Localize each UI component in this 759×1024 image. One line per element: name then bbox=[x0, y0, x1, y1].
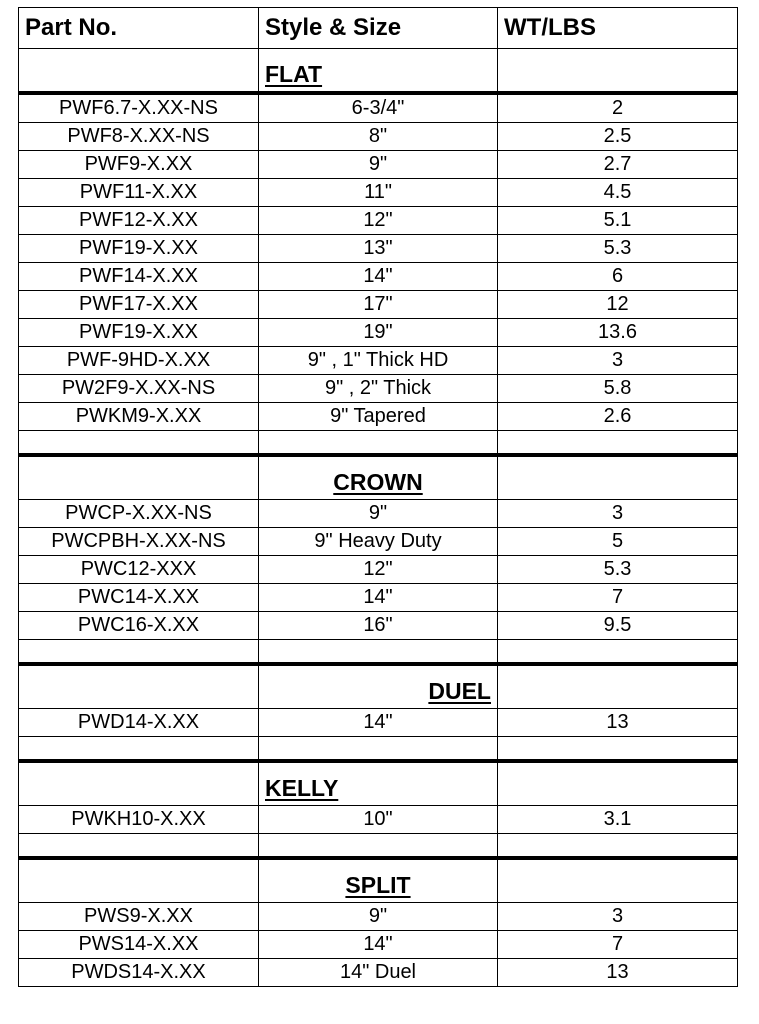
part-number-cell: PWC12-XXX bbox=[19, 556, 259, 584]
weight-cell: 5.8 bbox=[498, 375, 738, 403]
style-size-cell: 9" bbox=[259, 903, 498, 931]
style-size-cell: 9" , 2" Thick bbox=[259, 375, 498, 403]
weight-cell: 12 bbox=[498, 291, 738, 319]
parts-sheet bbox=[18, 7, 737, 987]
weight-cell: 9.5 bbox=[498, 612, 738, 640]
header-weight: WT/LBS bbox=[498, 8, 738, 49]
section-duel-row bbox=[19, 664, 738, 709]
table-row bbox=[19, 179, 738, 207]
blank-row bbox=[19, 431, 738, 456]
blank-cell bbox=[259, 431, 498, 456]
weight-cell: 3 bbox=[498, 347, 738, 375]
style-size-cell: 8" bbox=[259, 123, 498, 151]
style-size-cell: 14" bbox=[259, 709, 498, 737]
weight-cell: 6 bbox=[498, 263, 738, 291]
table-row bbox=[19, 235, 738, 263]
weight-cell: 5.1 bbox=[498, 207, 738, 235]
style-size-cell: 14" Duel bbox=[259, 959, 498, 987]
blank-cell bbox=[19, 737, 259, 762]
section-title-duel: DUEL bbox=[259, 664, 498, 709]
weight-cell: 2 bbox=[498, 93, 738, 123]
section-split-weight-cell bbox=[498, 858, 738, 903]
blank-row bbox=[19, 834, 738, 859]
style-size-cell: 9" bbox=[259, 151, 498, 179]
weight-cell: 3 bbox=[498, 500, 738, 528]
table-row bbox=[19, 556, 738, 584]
style-size-cell: 13" bbox=[259, 235, 498, 263]
weight-cell: 5.3 bbox=[498, 235, 738, 263]
blank-row bbox=[19, 737, 738, 762]
part-number-cell: PWC16-X.XX bbox=[19, 612, 259, 640]
weight-cell: 13 bbox=[498, 959, 738, 987]
blank-cell bbox=[498, 640, 738, 665]
table-row bbox=[19, 500, 738, 528]
table-row bbox=[19, 931, 738, 959]
table-row bbox=[19, 263, 738, 291]
table-row bbox=[19, 612, 738, 640]
part-number-cell: PWCP-X.XX-NS bbox=[19, 500, 259, 528]
weight-cell: 2.7 bbox=[498, 151, 738, 179]
table-row bbox=[19, 903, 738, 931]
table-row bbox=[19, 93, 738, 123]
part-number-cell: PWF9-X.XX bbox=[19, 151, 259, 179]
part-number-cell: PWF14-X.XX bbox=[19, 263, 259, 291]
table-row bbox=[19, 291, 738, 319]
style-size-cell: 14" bbox=[259, 263, 498, 291]
table-row bbox=[19, 403, 738, 431]
section-flat-weight-cell bbox=[498, 49, 738, 94]
style-size-cell: 9" Heavy Duty bbox=[259, 528, 498, 556]
weight-cell: 5.3 bbox=[498, 556, 738, 584]
section-crown-part-cell bbox=[19, 455, 259, 500]
header-style-size: Style & Size bbox=[259, 8, 498, 49]
part-number-cell: PWF11-X.XX bbox=[19, 179, 259, 207]
section-title-crown: CROWN bbox=[259, 455, 498, 500]
style-size-cell: 14" bbox=[259, 931, 498, 959]
table-row bbox=[19, 375, 738, 403]
part-number-cell: PWC14-X.XX bbox=[19, 584, 259, 612]
weight-cell: 7 bbox=[498, 584, 738, 612]
style-size-cell: 10" bbox=[259, 806, 498, 834]
table-row bbox=[19, 806, 738, 834]
style-size-cell: 14" bbox=[259, 584, 498, 612]
blank-cell bbox=[19, 640, 259, 665]
weight-cell: 3.1 bbox=[498, 806, 738, 834]
table-row bbox=[19, 319, 738, 347]
part-number-cell: PWS9-X.XX bbox=[19, 903, 259, 931]
weight-cell: 2.6 bbox=[498, 403, 738, 431]
part-number-cell: PWF-9HD-X.XX bbox=[19, 347, 259, 375]
style-size-cell: 9" , 1" Thick HD bbox=[259, 347, 498, 375]
part-number-cell: PWDS14-X.XX bbox=[19, 959, 259, 987]
blank-cell bbox=[498, 737, 738, 762]
blank-cell bbox=[259, 737, 498, 762]
part-number-cell: PWKM9-X.XX bbox=[19, 403, 259, 431]
style-size-cell: 16" bbox=[259, 612, 498, 640]
style-size-cell: 6-3/4" bbox=[259, 93, 498, 123]
blank-cell bbox=[498, 834, 738, 859]
part-number-cell: PWF19-X.XX bbox=[19, 235, 259, 263]
table-row bbox=[19, 207, 738, 235]
section-title-kelly: KELLY bbox=[259, 761, 498, 806]
blank-row bbox=[19, 640, 738, 665]
weight-cell: 4.5 bbox=[498, 179, 738, 207]
weight-cell: 7 bbox=[498, 931, 738, 959]
section-duel-part-cell bbox=[19, 664, 259, 709]
blank-cell bbox=[259, 834, 498, 859]
header-part-no: Part No. bbox=[19, 8, 259, 49]
section-title-split: SPLIT bbox=[259, 858, 498, 903]
style-size-cell: 19" bbox=[259, 319, 498, 347]
section-split-row bbox=[19, 858, 738, 903]
section-kelly-weight-cell bbox=[498, 761, 738, 806]
style-size-cell: 12" bbox=[259, 556, 498, 584]
part-number-cell: PWF19-X.XX bbox=[19, 319, 259, 347]
parts-table-body bbox=[19, 8, 738, 987]
blank-cell bbox=[19, 834, 259, 859]
weight-cell: 2.5 bbox=[498, 123, 738, 151]
parts-table bbox=[18, 7, 738, 987]
section-flat-row bbox=[19, 49, 738, 94]
table-row bbox=[19, 584, 738, 612]
part-number-cell: PWF8-X.XX-NS bbox=[19, 123, 259, 151]
blank-cell bbox=[19, 431, 259, 456]
weight-cell: 5 bbox=[498, 528, 738, 556]
part-number-cell: PWS14-X.XX bbox=[19, 931, 259, 959]
part-number-cell: PWF6.7-X.XX-NS bbox=[19, 93, 259, 123]
style-size-cell: 9" bbox=[259, 500, 498, 528]
section-flat-part-cell bbox=[19, 49, 259, 94]
section-split-part-cell bbox=[19, 858, 259, 903]
table-row bbox=[19, 709, 738, 737]
part-number-cell: PWKH10-X.XX bbox=[19, 806, 259, 834]
blank-cell bbox=[498, 431, 738, 456]
part-number-cell: PWCPBH-X.XX-NS bbox=[19, 528, 259, 556]
section-kelly-part-cell bbox=[19, 761, 259, 806]
blank-cell bbox=[259, 640, 498, 665]
style-size-cell: 12" bbox=[259, 207, 498, 235]
table-row bbox=[19, 347, 738, 375]
table-row bbox=[19, 123, 738, 151]
table-row bbox=[19, 151, 738, 179]
weight-cell: 13.6 bbox=[498, 319, 738, 347]
table-row bbox=[19, 528, 738, 556]
section-crown-row bbox=[19, 455, 738, 500]
table-row bbox=[19, 959, 738, 987]
style-size-cell: 11" bbox=[259, 179, 498, 207]
header-row bbox=[19, 8, 738, 49]
section-duel-weight-cell bbox=[498, 664, 738, 709]
part-number-cell: PWF12-X.XX bbox=[19, 207, 259, 235]
part-number-cell: PWD14-X.XX bbox=[19, 709, 259, 737]
style-size-cell: 17" bbox=[259, 291, 498, 319]
weight-cell: 13 bbox=[498, 709, 738, 737]
weight-cell: 3 bbox=[498, 903, 738, 931]
part-number-cell: PW2F9-X.XX-NS bbox=[19, 375, 259, 403]
section-title-flat: FLAT bbox=[259, 49, 498, 94]
part-number-cell: PWF17-X.XX bbox=[19, 291, 259, 319]
section-kelly-row bbox=[19, 761, 738, 806]
section-crown-weight-cell bbox=[498, 455, 738, 500]
style-size-cell: 9" Tapered bbox=[259, 403, 498, 431]
